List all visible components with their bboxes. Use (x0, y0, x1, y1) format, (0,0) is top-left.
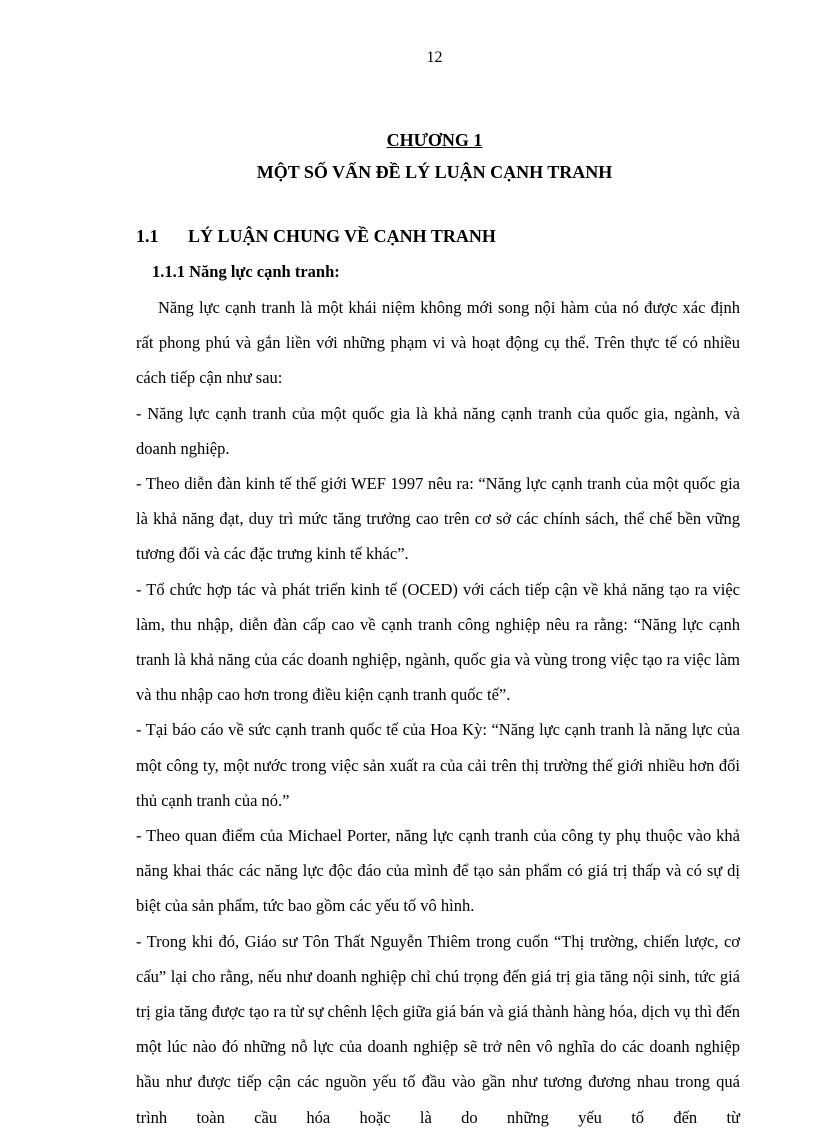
list-item: - Theo quan điểm của Michael Porter, năng lực cạnh tranh của công ty phụ thuộc vào khả năng khai thác các năng lực độc đáo của mình để tạo sản phẩm có giá trị thấp và có sự dị biệt của sản phẩm, tức bao gồm các yếu tố vô hình. (136, 826, 740, 916)
subsection-heading: 1.1.1 Năng lực cạnh tranh: (152, 262, 340, 281)
section-heading (136, 226, 496, 247)
page-number: 12 (426, 49, 443, 66)
list-item: - Theo diễn đàn kinh tế thế giới WEF 1997 nêu ra: “Năng lực cạnh tranh của một quốc gia là khả năng đạt, duy trì mức tăng trưởng cao trên cơ sở các chính sách, thể chế bền vững tương đối và các đặc trưng kinh tế khác”. (136, 474, 740, 564)
list-item: - Năng lực cạnh tranh của một quốc gia là khả năng cạnh tranh của quốc gia, ngành, và doanh nghiệp. (136, 403, 740, 458)
chapter-title: MỘT SỐ VẤN ĐỀ LÝ LUẬN CẠNH TRANH (256, 162, 613, 182)
list-item: - Tổ chức hợp tác và phát triển kinh tế (OCED) với cách tiếp cận về khả năng tạo ra việc làm, thu nhập, diễn đàn cấp cao về cạnh tranh công nghiệp nêu ra rằng: “Năng lực cạnh tranh là khả năng của các doanh nghiệp, ngành, quốc gia và vùng trong việc tạo ra việc làm và thu nhập cao hơn trong điều kiện cạnh tranh quốc tế”. (136, 579, 740, 705)
section-title: LÝ LUẬN CHUNG VỀ CẠNH TRANH (188, 226, 496, 246)
list-item: - Trong khi đó, Giáo sư Tôn Thất Nguyễn Thiêm trong cuốn “Thị trường, chiến lược, cơ cấu” lại cho rằng, nếu như doanh nghiệp chỉ chú trọng đến giá trị gia tăng nội sinh, tức giá trị gia tăng được tạo ra từ sự chênh lệch giữa giá bán và giá thành hàng hóa, dịch vụ thì đến một lúc nào đó những nỗ lực của doanh nghiệp sẽ trở nên vô nghĩa do các doanh nghiệp hầu như được tiếp cận các nguồn yếu tố đầu vào gần như tương đương nhau trong quá trình toàn cầu hóa hoặc là do những yếu tố đến từ (136, 931, 740, 1127)
body-text (136, 290, 740, 1135)
list-item: - Tại báo cáo về sức cạnh tranh quốc tế của Hoa Kỳ: “Năng lực cạnh tranh là năng lực của một công ty, một nước trong việc sản xuất ra của cải trên thị trường thế giới nhiều hơn đối thủ cạnh tranh của nó.” (136, 720, 740, 810)
paragraph-intro: Năng lực cạnh tranh là một khái niệm không mới song nội hàm của nó được xác định rất phong phú và gắn liền với những phạm vi và hoạt động cụ thể. Trên thực tế có nhiều cách tiếp cận như sau: (136, 298, 740, 388)
chapter-label: CHƯƠNG 1 (386, 130, 483, 150)
section-number: 1.1 (136, 226, 159, 246)
